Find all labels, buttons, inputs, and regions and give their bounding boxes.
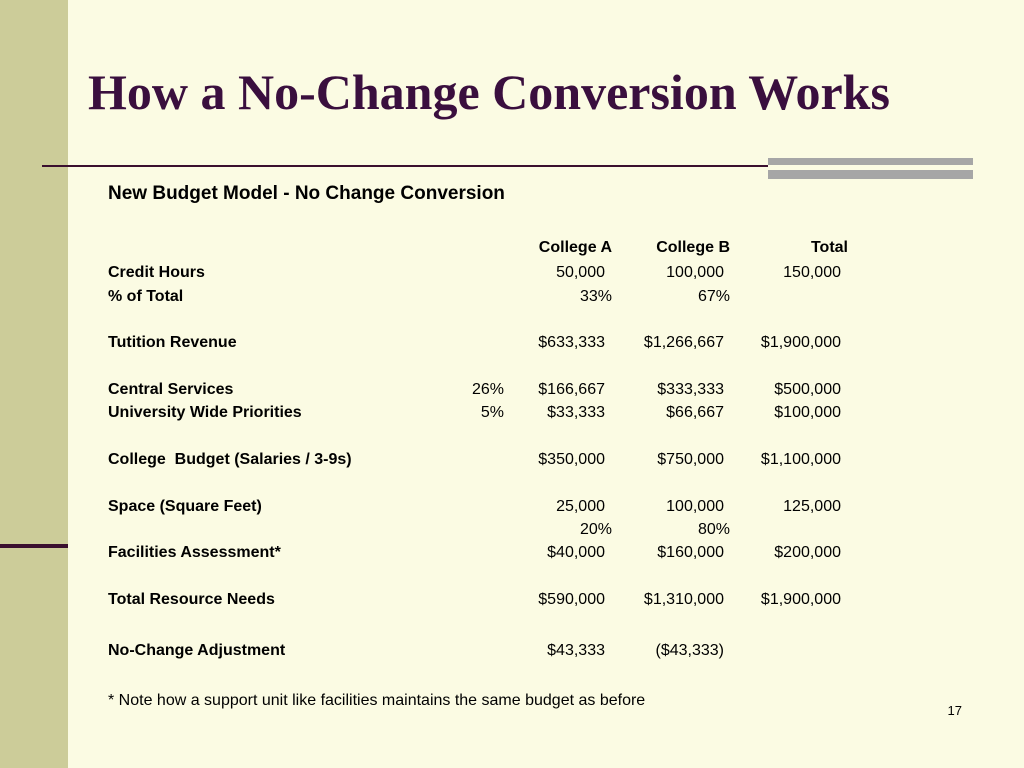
table-heading: New Budget Model - No Change Conversion	[108, 183, 505, 204]
left-decorative-bar	[0, 0, 68, 768]
cell-tuition-b: $1,266,667	[643, 334, 724, 351]
cell-central-services-total: $500,000	[774, 381, 841, 398]
row-label-tuition: Tutition Revenue	[108, 334, 237, 351]
cell-central-services-a: $166,667	[538, 381, 605, 398]
footnote: * Note how a support unit like facilities maintains the same budget as before	[108, 692, 646, 709]
header-total: Total	[810, 239, 848, 256]
cell-credit-hours-b: 100,000	[666, 264, 724, 281]
row-label-facilities: Facilities Assessment*	[108, 544, 281, 561]
header-college-b: College B	[656, 239, 730, 256]
row-label-adjustment: No-Change Adjustment	[108, 642, 286, 659]
title-divider	[42, 165, 768, 167]
cell-tuition-total: $1,900,000	[760, 334, 841, 351]
row-label-central-services: Central Services	[108, 381, 234, 398]
row-label-credit-hours: Credit Hours	[108, 264, 205, 281]
cell-uwp-b: $66,667	[666, 404, 724, 421]
cell-college-budget-b: $750,000	[657, 451, 724, 468]
cell-central-services-b: $333,333	[657, 381, 724, 398]
cell-facilities-a: $40,000	[547, 544, 605, 561]
left-accent-line	[0, 544, 68, 548]
cell-total-needs-total: $1,900,000	[760, 591, 841, 608]
cell-space-total: 125,000	[783, 498, 841, 515]
cell-total-needs-a: $590,000	[538, 591, 605, 608]
cell-space-b: 100,000	[666, 498, 724, 515]
row-label-total-needs: Total Resource Needs	[108, 591, 275, 608]
cell-credit-hours-total: 150,000	[783, 264, 841, 281]
cell-facilities-total: $200,000	[774, 544, 841, 561]
cell-space-pct-b: 80%	[697, 521, 730, 538]
cell-facilities-b: $160,000	[657, 544, 724, 561]
cell-credit-hours-a: 50,000	[556, 264, 605, 281]
cell-adjustment-a: $43,333	[547, 642, 605, 659]
cell-space-a: 25,000	[556, 498, 605, 515]
row-label-space: Space (Square Feet)	[108, 498, 262, 515]
cell-uwp-total: $100,000	[774, 404, 841, 421]
row-label-college-budget: College Budget (Salaries / 3-9s)	[108, 451, 352, 468]
cell-adjustment-b: ($43,333)	[655, 642, 724, 659]
slide-title: How a No-Change Conversion Works	[88, 64, 890, 120]
cell-space-pct-a: 20%	[579, 521, 612, 538]
row-label-uwp: University Wide Priorities	[108, 404, 302, 421]
title-divider-gray-bottom	[768, 170, 973, 179]
cell-college-budget-total: $1,100,000	[760, 451, 841, 468]
title-divider-gray-top	[768, 158, 973, 165]
cell-central-services-pct: 26%	[471, 381, 504, 398]
header-college-a: College A	[538, 239, 612, 256]
cell-college-budget-a: $350,000	[538, 451, 605, 468]
cell-tuition-a: $633,333	[538, 334, 605, 351]
cell-total-needs-b: $1,310,000	[643, 591, 724, 608]
row-label-pct-total: % of Total	[108, 288, 184, 305]
cell-uwp-pct: 5%	[480, 404, 504, 421]
cell-uwp-a: $33,333	[547, 404, 605, 421]
cell-pct-total-a: 33%	[579, 288, 612, 305]
cell-pct-total-b: 67%	[697, 288, 730, 305]
slide-number: 17	[947, 703, 962, 718]
